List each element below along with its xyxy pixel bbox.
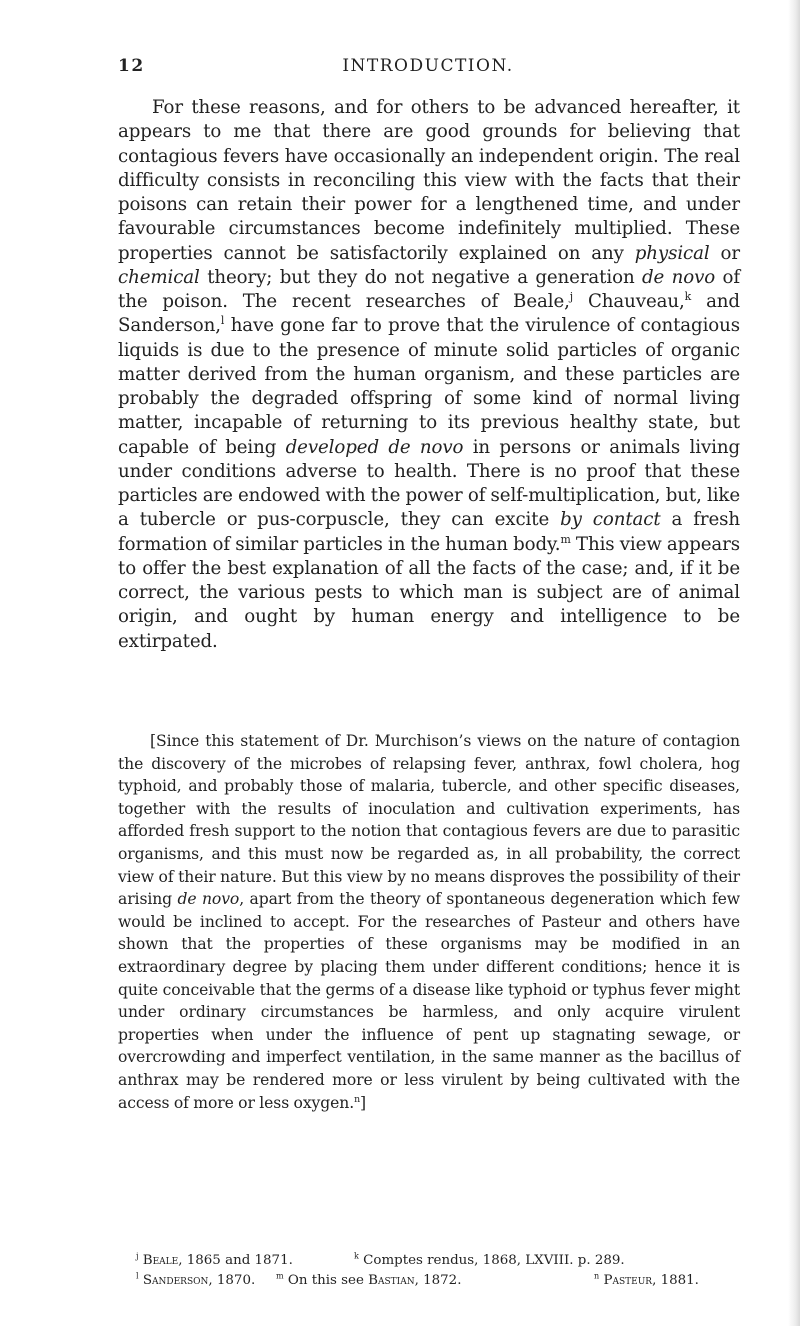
paragraph-text: For these reasons, and for others to be advanced hereafter, it appears to me that there are good grounds for believing that contagious fevers have occasionally an independent origin. The real difficulty consists in reconciling this view with the facts that their poisons can retain their power for a lengthened time, and under favourable circumstances become indefinitely multiplied. These properties cannot be satisfactorily explained on any physical or chemical theory; but they do not negative a generation de novo of the poison. The recent researches of Beale,$^j$ Chauveau,$^k$ and Sanderson,$^l$ have gone far to prove that the virulence of contagious liquids is due to the presence of minute solid particles of organic matter derived from the human organism, and these particles are probably the degraded offspring of some kind of normal living matter, incapable of returning to its previous healthy state, but capable of being developed de novo in persons or animals living under conditions adverse to health. There is no proof that these particles are endowed with the power of self-multiplication, but, like a tubercle or pus-corpuscle, they can excite by contact a fresh formation of similar particles in the human body.$^m$ This view appears to offer the best explanation of all the facts of the case; and, if it be correct, the various pests to which man is subject are of animal origin, and ought by human energy and intelligence to be extirpated. xyxy=(118,97,740,652)
footnote-ref-k: k xyxy=(684,289,692,303)
footnote-line xyxy=(136,1271,746,1291)
bracketed-editor-note xyxy=(118,730,740,1114)
footnote-k: $^k$ Comptes rendus, 1868, LXVIII. p. 289. xyxy=(354,1251,625,1268)
footnote-line xyxy=(136,1251,746,1271)
page-header xyxy=(118,56,738,82)
note-text: [Since this statement of Dr. Murchison’s views on the nature of contagion the discovery of the microbes of relapsing fever, anthrax, fowl cholera, hog typhoid, and probably those of malaria, tubercle, and other specific diseases, together with the results of inoculation and cultivation experiments, has afforded fresh support to the notion that contagious fevers are due to parasitic organisms, and this must now be regarded as, in all probability, the correct view of their nature. But this view by no means disproves the possibility of their arising de novo, apart from the theory of spontaneous degeneration which few would be inclined to accept. For the researches of Pasteur and others have shown that the properties of these organisms may be modified in an extraordinary degree by placing them under different conditions; hence it is quite conceivable that the germs of a disease like typhoid or typhus fever might under ordinary circumstances be harmless, and only acquire virulent properties when under the influence of pent up stagnating sewage, or overcrowding and imperfect ventilation, in the same manner as the bacillus of anthrax may be rendered more or less virulent by being cultivated with the access of more or less oxygen.$^n$] xyxy=(118,732,740,1112)
footnote-n: $^n$ Pasteur, 1881. xyxy=(594,1271,699,1288)
footnote-m: $^m$ On this see Bastian, 1872. xyxy=(276,1271,462,1288)
footnote-l: $^l$ Sanderson, 1870. xyxy=(136,1271,256,1288)
footnote-j: $^j$ Beale, 1865 and 1871. xyxy=(136,1251,293,1268)
footnote-ref-j: j xyxy=(569,289,574,303)
page-edge-shadow xyxy=(788,0,800,1326)
footnote-ref-l: l xyxy=(220,314,225,328)
footnote-ref-n: n xyxy=(354,1093,361,1105)
running-title: INTRODUCTION. xyxy=(342,56,514,76)
footnote-ref-m: m xyxy=(560,532,571,546)
page-number: 12 xyxy=(118,56,145,76)
main-paragraph xyxy=(118,96,740,654)
footnotes xyxy=(136,1251,746,1291)
